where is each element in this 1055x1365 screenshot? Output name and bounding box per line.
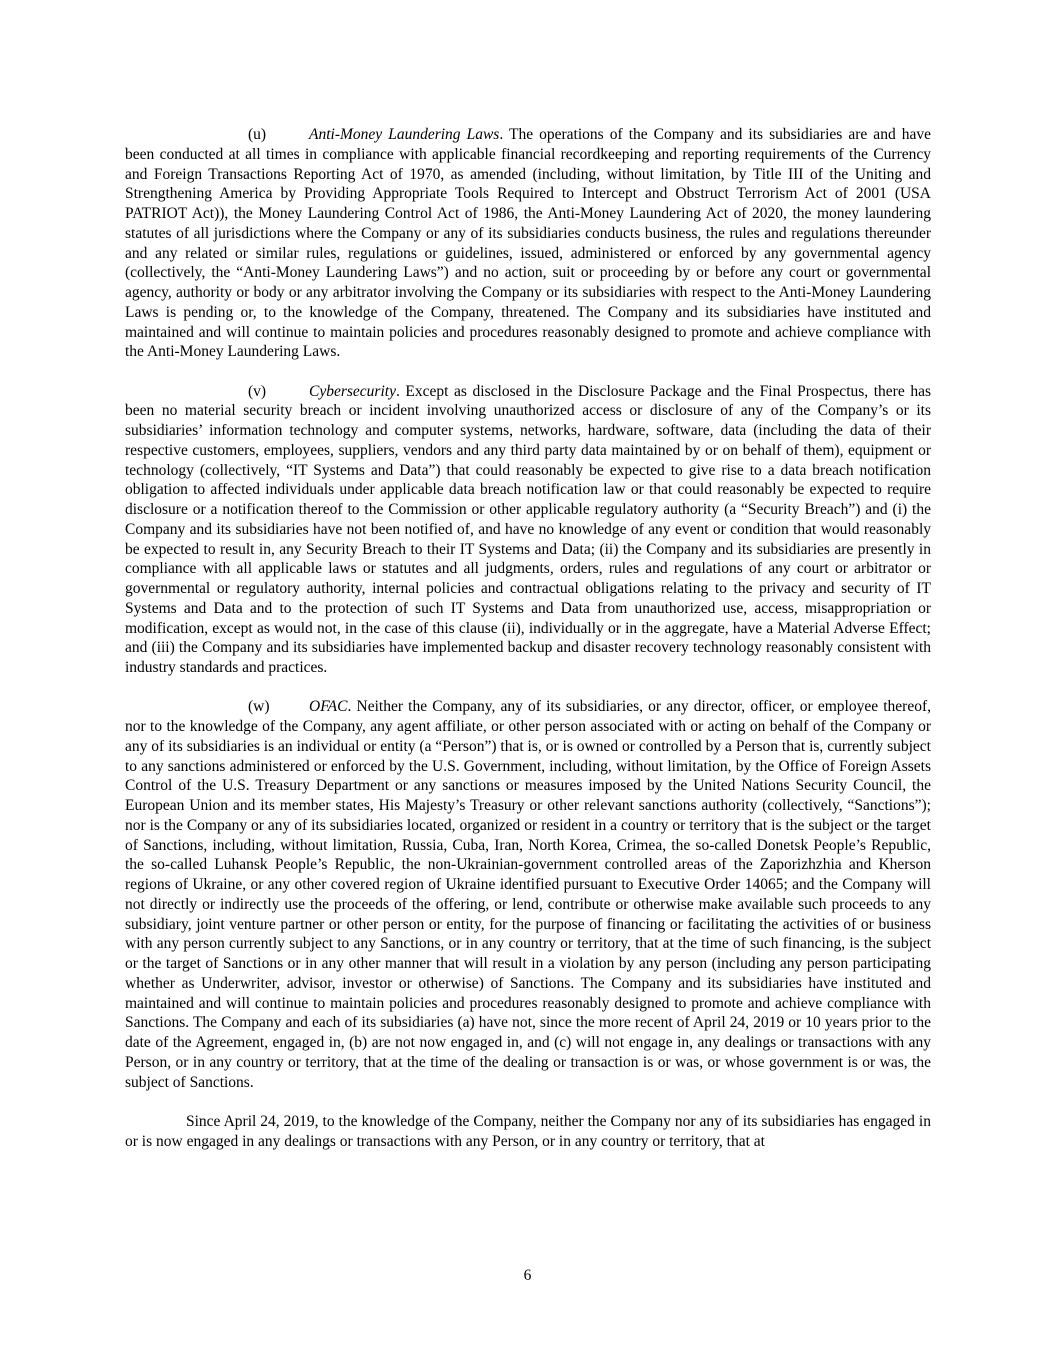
- closing-paragraph: Since April 24, 2019, to the knowledge of the Company, neither the Company nor any of its subsidiaries has engaged in or is now engaged in any dealings or transactions with any Person, or in any country or territory, that at: [125, 1112, 931, 1150]
- section-v-cybersecurity: [125, 382, 931, 678]
- section-u-heading: Anti-Money Laundering Laws: [309, 126, 500, 143]
- section-u-marker: (u): [248, 126, 267, 143]
- section-w-heading: OFAC: [309, 698, 348, 716]
- section-v-marker: (v): [248, 382, 267, 400]
- section-u-text: . The operations of the Company and its subsidiaries are and have been conducted at all times in compliance with applicable financial recordkeeping and reporting requirements of the Currency and Foreign Transactions Reporting Act of 1970, as amended (including, without limitation, by Title III of the Uniting and Strengthening America by Providing Appropriate Tools Required to Intercept and Obstruct Terrorism Act of 2001 (USA PATRIOT Act)), the Money Laundering Control Act of 1986, the Anti-Money Laundering Act of 2020, the money laundering statutes of all jurisdictions where the Company or any of its subsidiaries conducts business, the rules and regulations thereunder and any related or similar rules, regulations or guidelines, issued, administered or enforced by any governmental agency (collectively, the “Anti-Money Laundering Laws”) and no action, suit or proceeding by or before any court or governmental agency, authority or body or any arbitrator involving the Company or its subsidiaries with respect to the Anti-Money Laundering Laws is pending or, to the knowledge of the Company, threatened. The Company and its subsidiaries have instituted and maintained and will continue to maintain policies and procedures reasonably designed to promote and achieve compliance with the Anti-Money Laundering Laws.: [125, 126, 931, 361]
- section-w-text: . Neither the Company, any of its subsidiaries, or any director, officer, or employee thereof, nor to the knowledge of the Company, any agent affiliate, or other person associated with or acting on behalf of the Company or any of its subsidiaries is an individual or entity (a “Person”) that is, or is owned or controlled by a Person that is, currently subject to any sanctions administered or enforced by the U.S. Government, including, without limitation, by the Office of Foreign Assets Control of the U.S. Treasury Department or any sanctions or measures imposed by the United Nations Security Council, the European Union and its member states, His Majesty’s Treasury or other relevant sanctions authority (collectively, “Sanctions”); nor is the Company or any of its subsidiaries located, organized or resident in a country or territory that is the subject or the target of Sanctions, including, without limitation, Russia, Cuba, Iran, North Korea, Crimea, the so-called Donetsk People’s Republic, the so-called Luhansk People’s Republic, the non-Ukrainian-government controlled areas of the Zaporizhzhia and Kherson regions of Ukraine, or any other covered region of Ukraine identified pursuant to Executive Order 14065; and the Company will not directly or indirectly use the proceeds of the offering, or lend, contribute or otherwise make available such proceeds to any subsidiary, joint venture partner or other person or entity, for the purpose of financing or facilitating the activities of or business with any person currently subject to any Sanctions, or in any country or territory, that at the time of such financing, is the subject or the target of Sanctions or in any other manner that will result in a violation by any person (including any person participating whether as Underwriter, advisor, investor or otherwise) of Sanctions. The Company and its subsidiaries have instituted and maintained and will continue to maintain policies and procedures reasonably designed to promote and achieve compliance with Sanctions. The Company and each of its subsidiaries (a) have not, since the more recent of April 24, 2019 or 10 years prior to the date of the Agreement, engaged in, (b) are not now engaged in, and (c) will not engage in, any dealings or transactions with any Person, or in any country or territory, that at the time of the dealing or transaction is or was, or whose government is or was, the subject of Sanctions.: [125, 698, 931, 1091]
- section-v-heading: Cybersecurity: [309, 382, 396, 400]
- section-u-anti-money-laundering: [125, 125, 931, 362]
- page-number: 6: [523, 1267, 532, 1284]
- section-w-marker: (w): [248, 698, 270, 716]
- section-v-text: . Except as disclosed in the Disclosure Package and the Final Prospectus, there has been no material security breach or incident involving unauthorized access or disclosure of any of the Company’s or its subsidiaries’ information technology and computer systems, networks, hardware, software, data (including the data of their respective customers, employees, suppliers, vendors and any third party data maintained by or on behalf of them), equipment or technology (collectively, “IT Systems and Data”) that could reasonably be expected to give rise to a data breach notification obligation to affected individuals under applicable data breach notification law or that could reasonably be expected to require disclosure or a notification thereof to the Commission or other applicable regulatory authority (a “Security Breach”) and (i) the Company and its subsidiaries have not been notified of, and have no knowledge of any event or condition that would reasonably be expected to result in, any Security Breach to their IT Systems and Data; (ii) the Company and its subsidiaries are presently in compliance with all applicable laws or statutes and all judgments, orders, rules and regulations of any court or arbitrator or governmental or regulatory authority, internal policies and contractual obligations relating to the privacy and security of IT Systems and Data and to the protection of such IT Systems and Data from unauthorized use, access, misappropriation or modification, except as would not, in the case of this clause (ii), individually or in the aggregate, have a Material Adverse Effect; and (iii) the Company and its subsidiaries have implemented backup and disaster recovery technology reasonably consistent with industry standards and practices.: [125, 382, 931, 676]
- section-w-ofac: [125, 697, 931, 1092]
- document-body: [125, 125, 931, 1171]
